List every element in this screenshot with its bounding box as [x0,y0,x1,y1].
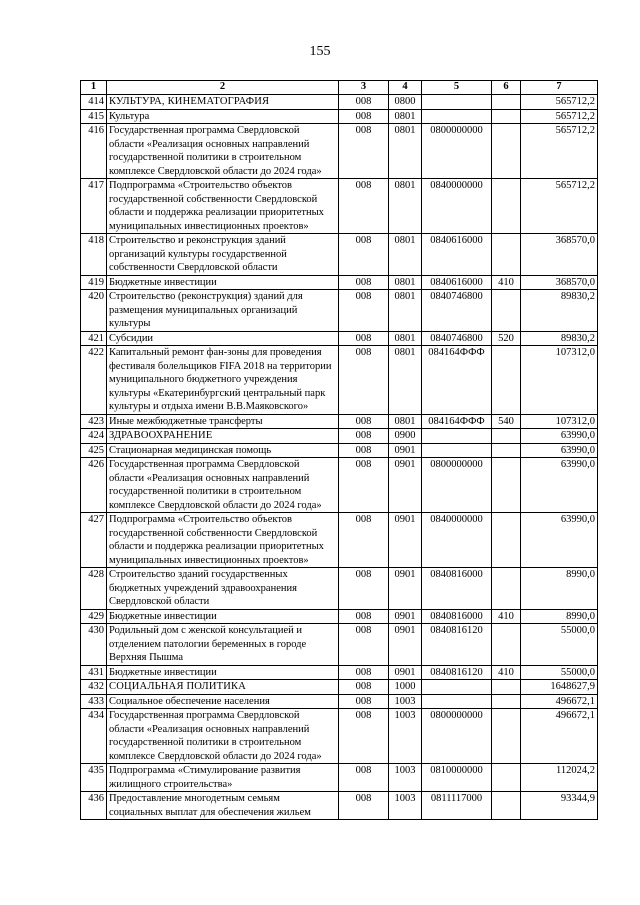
row-ministry-code: 008 [339,346,389,415]
row-target-code: 0800000000 [422,458,492,513]
row-name: Социальное обеспечение населения [107,694,339,709]
row-amount: 112024,2 [521,764,598,792]
row-amount: 63990,0 [521,443,598,458]
row-name: Государственная программа Свердловской области «Реализация основных направлений государственной политики в строительном комплексе Свердловской области до 2024 года» [107,124,339,179]
table-row [81,764,598,792]
header-col-3: 3 [339,81,389,95]
table-row [81,792,598,820]
row-ministry-code: 008 [339,124,389,179]
row-section-code: 0801 [389,179,422,234]
row-name: Подпрограмма «Строительство объектов государственной собственности Свердловской области и поддержка реализации приоритетных муниципальных инвестиционных проектов» [107,179,339,234]
row-amount: 1648627,9 [521,680,598,695]
row-expense-type [492,124,521,179]
table-row [81,680,598,695]
row-amount: 107312,0 [521,346,598,415]
row-section-code: 0801 [389,275,422,290]
row-expense-type [492,764,521,792]
header-col-6: 6 [492,81,521,95]
row-ministry-code: 008 [339,109,389,124]
row-name: Подпрограмма «Стимулирование развития жилищного строительства» [107,764,339,792]
table-body [81,95,598,820]
row-amount: 565712,2 [521,179,598,234]
row-amount: 55000,0 [521,624,598,666]
row-number: 418 [81,234,107,276]
budget-table [80,80,598,820]
row-amount: 368570,0 [521,234,598,276]
row-number: 435 [81,764,107,792]
row-amount: 63990,0 [521,458,598,513]
row-target-code: 0840616000 [422,275,492,290]
row-name: Государственная программа Свердловской области «Реализация основных направлений государственной политики в строительном комплексе Свердловской области до 2024 года» [107,709,339,764]
table-row [81,624,598,666]
header-col-5: 5 [422,81,492,95]
row-expense-type [492,458,521,513]
row-target-code: 084164ФФФ [422,346,492,415]
row-name: Строительство зданий государственных бюджетных учреждений здравоохранения Свердловской области [107,568,339,610]
row-section-code: 0801 [389,414,422,429]
table-row [81,513,598,568]
table-row [81,609,598,624]
row-section-code: 1003 [389,792,422,820]
row-expense-type: 520 [492,331,521,346]
row-number: 416 [81,124,107,179]
row-expense-type [492,694,521,709]
row-target-code: 0840816120 [422,665,492,680]
row-section-code: 0801 [389,124,422,179]
row-target-code: 0840746800 [422,331,492,346]
row-amount: 55000,0 [521,665,598,680]
row-section-code: 1000 [389,680,422,695]
row-target-code: 0810000000 [422,764,492,792]
row-section-code: 0900 [389,429,422,444]
table-row [81,109,598,124]
table-row [81,443,598,458]
row-name: Бюджетные инвестиции [107,665,339,680]
row-name: Бюджетные инвестиции [107,609,339,624]
row-expense-type: 410 [492,609,521,624]
row-number: 419 [81,275,107,290]
row-expense-type [492,513,521,568]
row-ministry-code: 008 [339,665,389,680]
table-row [81,429,598,444]
row-name: КУЛЬТУРА, КИНЕМАТОГРАФИЯ [107,95,339,110]
row-expense-type [492,234,521,276]
row-section-code: 0801 [389,234,422,276]
row-ministry-code: 008 [339,792,389,820]
row-name: Строительство (реконструкция) зданий для размещения муниципальных организаций культуры [107,290,339,332]
row-ministry-code: 008 [339,764,389,792]
table-row [81,179,598,234]
row-name: Предоставление многодетным семьям социальных выплат для обеспечения жильем [107,792,339,820]
row-ministry-code: 008 [339,458,389,513]
row-expense-type [492,792,521,820]
row-expense-type: 540 [492,414,521,429]
row-section-code: 0901 [389,609,422,624]
row-target-code: 084164ФФФ [422,414,492,429]
row-section-code: 0801 [389,109,422,124]
row-name: Бюджетные инвестиции [107,275,339,290]
row-section-code: 1003 [389,764,422,792]
row-number: 420 [81,290,107,332]
row-ministry-code: 008 [339,624,389,666]
row-expense-type [492,624,521,666]
row-name: Государственная программа Свердловской области «Реализация основных направлений государственной политики в строительном комплексе Свердловской области до 2024 года» [107,458,339,513]
row-amount: 93344,9 [521,792,598,820]
row-target-code: 0840000000 [422,513,492,568]
page-number: 155 [309,44,331,59]
row-amount: 496672,1 [521,694,598,709]
table-row [81,568,598,610]
row-amount: 63990,0 [521,429,598,444]
row-number: 431 [81,665,107,680]
row-target-code [422,429,492,444]
row-number: 426 [81,458,107,513]
row-section-code: 0801 [389,346,422,415]
table-row [81,709,598,764]
header-col-2: 2 [107,81,339,95]
row-number: 433 [81,694,107,709]
table-row [81,346,598,415]
row-section-code: 0901 [389,665,422,680]
table-row [81,414,598,429]
row-name: Стационарная медицинская помощь [107,443,339,458]
row-ministry-code: 008 [339,709,389,764]
table-header-row [81,81,598,95]
row-ministry-code: 008 [339,414,389,429]
row-expense-type: 410 [492,665,521,680]
row-section-code: 0901 [389,443,422,458]
table-row [81,331,598,346]
row-number: 421 [81,331,107,346]
row-target-code: 0840816000 [422,609,492,624]
row-target-code [422,443,492,458]
row-target-code: 0840746800 [422,290,492,332]
table-row [81,124,598,179]
row-target-code: 0800000000 [422,709,492,764]
row-target-code [422,694,492,709]
row-number: 428 [81,568,107,610]
row-ministry-code: 008 [339,609,389,624]
row-number: 414 [81,95,107,110]
row-expense-type [492,709,521,764]
row-number: 434 [81,709,107,764]
row-expense-type [492,109,521,124]
row-number: 430 [81,624,107,666]
row-section-code: 0901 [389,568,422,610]
row-ministry-code: 008 [339,95,389,110]
row-name: СОЦИАЛЬНАЯ ПОЛИТИКА [107,680,339,695]
row-section-code: 0901 [389,513,422,568]
table-row [81,694,598,709]
row-section-code: 0801 [389,290,422,332]
row-ministry-code: 008 [339,290,389,332]
header-col-7: 7 [521,81,598,95]
row-ministry-code: 008 [339,234,389,276]
row-amount: 565712,2 [521,95,598,110]
row-ministry-code: 008 [339,680,389,695]
row-amount: 368570,0 [521,275,598,290]
row-expense-type [492,346,521,415]
row-amount: 565712,2 [521,109,598,124]
row-expense-type [492,429,521,444]
row-expense-type [492,568,521,610]
table-row [81,95,598,110]
row-amount: 89830,2 [521,290,598,332]
table-row [81,458,598,513]
row-section-code: 0901 [389,624,422,666]
table-row [81,275,598,290]
row-expense-type [492,680,521,695]
row-name: Строительство и реконструкция зданий организаций культуры государственной собственности Свердловской области [107,234,339,276]
row-amount: 565712,2 [521,124,598,179]
row-section-code: 1003 [389,709,422,764]
row-target-code: 0811117000 [422,792,492,820]
row-number: 422 [81,346,107,415]
row-target-code: 0800000000 [422,124,492,179]
row-expense-type [492,443,521,458]
row-amount: 63990,0 [521,513,598,568]
row-target-code [422,109,492,124]
row-name: Субсидии [107,331,339,346]
row-ministry-code: 008 [339,179,389,234]
row-ministry-code: 008 [339,429,389,444]
row-ministry-code: 008 [339,513,389,568]
row-section-code: 0800 [389,95,422,110]
row-amount: 107312,0 [521,414,598,429]
row-target-code: 0840816000 [422,568,492,610]
row-number: 415 [81,109,107,124]
row-ministry-code: 008 [339,443,389,458]
row-number: 432 [81,680,107,695]
row-expense-type [492,179,521,234]
row-number: 423 [81,414,107,429]
row-name: ЗДРАВООХРАНЕНИЕ [107,429,339,444]
row-expense-type [492,290,521,332]
row-number: 417 [81,179,107,234]
row-expense-type [492,95,521,110]
row-section-code: 0901 [389,458,422,513]
row-number: 424 [81,429,107,444]
row-name: Подпрограмма «Строительство объектов государственной собственности Свердловской области и поддержка реализации приоритетных муниципальных инвестиционных проектов» [107,513,339,568]
table-row [81,234,598,276]
row-name: Культура [107,109,339,124]
row-number: 427 [81,513,107,568]
header-col-4: 4 [389,81,422,95]
row-ministry-code: 008 [339,331,389,346]
row-number: 425 [81,443,107,458]
row-name: Родильный дом с женской консультацией и отделением патологии беременных в городе Верхняя Пышма [107,624,339,666]
row-amount: 8990,0 [521,568,598,610]
row-number: 429 [81,609,107,624]
row-target-code: 0840816120 [422,624,492,666]
row-section-code: 0801 [389,331,422,346]
row-target-code [422,95,492,110]
row-expense-type: 410 [492,275,521,290]
table-row [81,290,598,332]
row-name: Капитальный ремонт фан-зоны для проведения фестиваля болельщиков FIFA 2018 на территории муниципального бюджетного учреждения культуры «Екатеринбургский центральный парк культуры и отдыха имени В.В.Маяковского» [107,346,339,415]
header-col-1: 1 [81,81,107,95]
row-ministry-code: 008 [339,275,389,290]
row-ministry-code: 008 [339,694,389,709]
row-amount: 8990,0 [521,609,598,624]
row-target-code: 0840616000 [422,234,492,276]
row-amount: 496672,1 [521,709,598,764]
row-ministry-code: 008 [339,568,389,610]
row-target-code [422,680,492,695]
row-target-code: 0840000000 [422,179,492,234]
row-amount: 89830,2 [521,331,598,346]
row-name: Иные межбюджетные трансферты [107,414,339,429]
row-section-code: 1003 [389,694,422,709]
table-row [81,665,598,680]
row-number: 436 [81,792,107,820]
